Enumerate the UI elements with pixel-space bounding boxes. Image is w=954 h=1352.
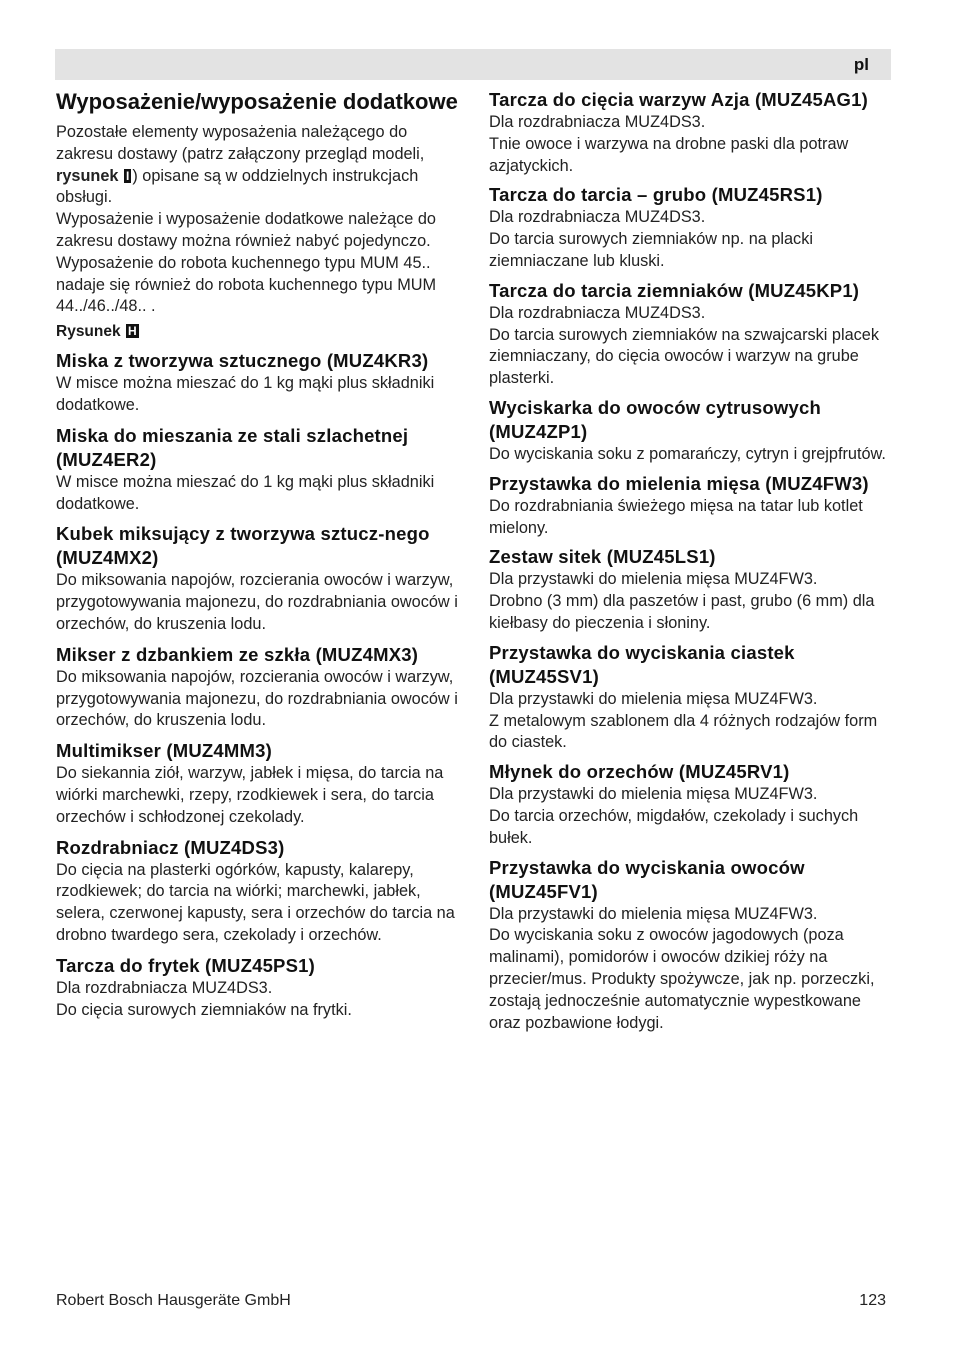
intro-paragraph-2: Wyposażenie i wyposażenie dodatkowe należące do zakresu dostawy można również nabyć pojedynczo. Wyposażenie do robota kuchennego typu MUM 45.. nadaje się również do robota kuchennego typu MUM 44../46../48.. . xyxy=(56,210,437,316)
accessory-description: Do miksowania napojów, rozcierania owoców i warzyw, przygotowywania majonezu, do rozdrabniania owoców i orzechów, do kruszenia lodu. xyxy=(56,667,458,730)
accessory-description: Dla rozdrabniacza MUZ4DS3. xyxy=(489,113,706,131)
accessory-title: Kubek miksujący z tworzywa sztucz-nego (MUZ4MX2) xyxy=(56,523,430,569)
accessory-description: Do tarcia surowych ziemniaków na szwajcarski placek ziemniaczany, do cięcia owoców i warzyw na grube plasterki. xyxy=(489,325,879,388)
accessory-section xyxy=(489,396,894,466)
left-sections xyxy=(56,349,461,1021)
accessory-description: Dla przystawki do mielenia mięsa MUZ4FW3. xyxy=(489,570,818,589)
accessory-description: Tnie owoce i warzywa na drobne paski dla potraw azjatyckich. xyxy=(489,134,849,175)
accessory-description: Z metalowym szablonem dla 4 różnych rodzajów form do ciastek. xyxy=(489,711,878,752)
accessory-section xyxy=(56,349,461,417)
accessory-description: W misce można mieszać do 1 kg mąki plus składniki dodatkowe. xyxy=(56,374,435,414)
accessory-description: Do cięcia na plasterki ogórków, kapusty, kalarepy, rzodkiewek; do tarcia na wiórki; marchewki, jabłek, selera, czerwonej kapusty, sera i orzechów do tarcia na drobno twardego sera, czekolady i orzechów. xyxy=(56,860,455,944)
accessory-title: Przystawka do wyciskania ciastek (MUZ45SV1) xyxy=(489,641,795,687)
accessory-section xyxy=(56,424,461,516)
figure-caption-label: Rysunek xyxy=(56,323,121,341)
figure-i-symbol: I xyxy=(125,168,130,183)
accessory-section xyxy=(489,472,894,540)
accessory-title: Zestaw sitek (MUZ45LS1) xyxy=(489,546,716,568)
accessory-title: Tarcza do frytek (MUZ45PS1) xyxy=(56,954,315,976)
accessory-section xyxy=(56,739,461,828)
accessory-description: Do siekannia ziół, warzyw, jabłek i mięsa, do tarcia na wiórki marchewki, rzepy, rzodkiewek i sera, do tarcia orzechów i schłodzonej czekolady. xyxy=(56,764,444,826)
accessory-title: Mikser z dzbankiem ze szkła (MUZ4MX3) xyxy=(56,643,419,665)
accessory-description: Drobno (3 mm) dla paszetów i past, grubo (6 mm) dla kiełbasy do pieczenia i słoniny. xyxy=(489,592,875,632)
accessory-section xyxy=(489,856,894,1035)
footer-company: Robert Bosch Hausgeräte GmbH xyxy=(56,1292,291,1309)
accessory-section xyxy=(489,760,894,849)
accessory-title: Multimikser (MUZ4MM3) xyxy=(56,740,272,762)
figure-ref-label: rysunek xyxy=(56,166,119,185)
figure-caption xyxy=(56,322,461,342)
accessory-description: Do tarcia surowych ziemniaków np. na placki ziemniaczane lub kluski. xyxy=(489,230,813,270)
accessory-description: Dla rozdrabniacza MUZ4DS3. xyxy=(56,978,273,997)
accessory-title: Przystawka do mielenia mięsa (MUZ4FW3) xyxy=(489,472,869,494)
intro-paragraph-1 xyxy=(56,122,461,209)
language-bar xyxy=(55,49,891,80)
accessory-section xyxy=(489,183,894,272)
accessory-description: Do rozdrabniania świeżego mięsa na tatar lub kotlet mielony. xyxy=(489,496,863,537)
figure-h-symbol: H xyxy=(127,324,137,339)
accessory-description: W misce można mieszać do 1 kg mąki plus składniki dodatkowe. xyxy=(56,472,435,513)
accessory-title: Miska z tworzywa sztucznego (MUZ4KR3) xyxy=(56,350,429,372)
accessory-description: Dla przystawki do mielenia mięsa MUZ4FW3. xyxy=(489,904,818,923)
accessory-description: Dla rozdrabniacza MUZ4DS3. xyxy=(489,303,706,322)
page-number: 123 xyxy=(859,1292,886,1309)
accessory-description: Do wyciskania soku z pomarańczy, cytryn i grejpfrutów. xyxy=(489,444,886,463)
accessory-section xyxy=(489,88,894,177)
accessory-title: Miska do mieszania ze stali szlachetnej (MUZ4ER2) xyxy=(56,424,409,470)
accessory-description: Dla przystawki do mielenia mięsa MUZ4FW3. xyxy=(489,785,818,804)
accessory-title: Tarcza do cięcia warzyw Azja (MUZ45AG1) xyxy=(489,89,868,110)
accessory-description: Do tarcia orzechów, migdałów, czekolady i suchych bułek. xyxy=(489,806,859,847)
accessory-title: Młynek do orzechów (MUZ45RV1) xyxy=(489,761,790,783)
accessory-section xyxy=(56,522,461,635)
right-column xyxy=(489,88,894,1040)
accessory-title: Tarcza do tarcia ziemniaków (MUZ45KP1) xyxy=(489,279,860,301)
accessory-section xyxy=(489,545,894,634)
accessory-description: Do miksowania napojów, rozcierania owoców i warzyw, przygotowywania majonezu, do rozdrabniania owoców i orzechów, do kruszenia lodu. xyxy=(56,571,458,633)
intro-p1-text: Pozostałe elementy wyposażenia należącego do zakresu dostawy (patrz załączony przegląd modeli, xyxy=(56,123,425,163)
right-sections xyxy=(489,88,894,1034)
accessory-section xyxy=(56,643,461,732)
accessory-title: Przystawka do wyciskania owoców (MUZ45FV1) xyxy=(489,856,805,902)
page-title: Wyposażenie/wyposażenie dodatkowe xyxy=(56,89,458,114)
accessory-description: Do wyciskania soku z owoców jagodowych (poza malinami), pomidorów i owoców dzikiej róży na przecier/mus. Produkty spożywcze, jak np. porzeczki, zostają jednocześnie automatycznie wypestkowane oraz pozbawione łodygi. xyxy=(489,926,875,1032)
accessory-section xyxy=(56,836,461,947)
accessory-title: Rozdrabniacz (MUZ4DS3) xyxy=(56,836,285,858)
accessory-description: Dla przystawki do mielenia mięsa MUZ4FW3. xyxy=(489,689,818,708)
accessory-section xyxy=(489,279,894,390)
accessory-description: Do cięcia surowych ziemniaków na frytki. xyxy=(56,1000,352,1019)
accessory-title: Wyciskarka do owoców cytrusowych (MUZ4ZP1) xyxy=(489,396,821,442)
intro-p1-tail: ) opisane są w oddzielnych instrukcjach obsługi. xyxy=(56,166,419,207)
accessory-section xyxy=(489,641,894,754)
language-code: pl xyxy=(853,55,869,74)
accessory-title: Tarcza do tarcia – grubo (MUZ45RS1) xyxy=(489,184,823,206)
left-column xyxy=(56,88,461,1028)
accessory-section xyxy=(56,954,461,1022)
accessory-description: Dla rozdrabniacza MUZ4DS3. xyxy=(489,208,706,227)
